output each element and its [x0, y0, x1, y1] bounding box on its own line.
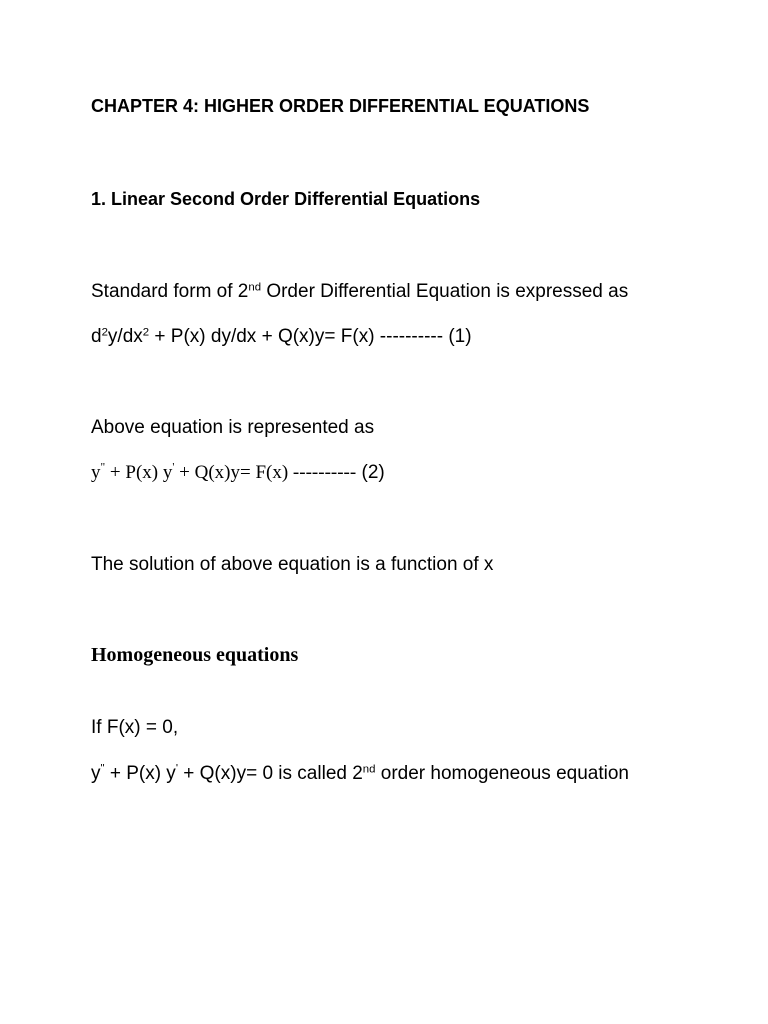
equation-1-part-b: y/dx	[107, 326, 143, 347]
equation-2-label: (2)	[356, 462, 385, 483]
equation-1-exp-a: 2	[101, 326, 108, 339]
homogeneous-eq-prime: '	[175, 762, 178, 775]
represented-text: Above equation is represented as	[91, 417, 375, 438]
equation-2-prime: '	[172, 461, 175, 474]
section-title: 1. Linear Second Order Differential Equations	[91, 189, 481, 209]
solution-text: The solution of above equation is a function of x	[91, 554, 494, 575]
homogeneous-eq-double-prime: "	[100, 762, 105, 775]
standard-form-pre: Standard form of 2	[91, 281, 249, 302]
homogeneous-eq-part-a: y	[91, 763, 101, 784]
homogeneous-eq-part-b: + P(x) y	[104, 763, 176, 784]
homogeneous-equation	[91, 764, 629, 783]
equation-2-double-prime: "	[100, 461, 106, 474]
equation-2-part-a: y	[91, 462, 101, 483]
equation-1-part-a: d	[91, 326, 102, 347]
homogeneous-eq-sup: nd	[362, 763, 376, 776]
equation-2-part-c: + Q(x)y= F(x) ----------	[174, 462, 357, 483]
equation-1-exp-b: 2	[142, 326, 150, 339]
equation-2	[91, 463, 385, 482]
standard-form-post: Order Differential Equation is expressed as	[261, 281, 629, 302]
chapter-title: CHAPTER 4: HIGHER ORDER DIFFERENTIAL EQUATIONS	[91, 96, 590, 116]
equation-1-part-c: + P(x) dy/dx + Q(x)y= F(x) ---------- (1)	[149, 326, 472, 347]
homogeneous-eq-part-d: order homogeneous equation	[375, 763, 629, 784]
homogeneous-eq-part-c: + Q(x)y= 0 is called 2	[178, 763, 363, 784]
homogeneous-heading: Homogeneous equations	[91, 644, 299, 666]
equation-2-part-b: + P(x) y	[105, 462, 173, 483]
if-condition-text: If F(x) = 0,	[91, 717, 179, 738]
equation-1	[91, 327, 472, 346]
standard-form-sup: nd	[248, 281, 262, 294]
standard-form-text	[91, 282, 628, 301]
